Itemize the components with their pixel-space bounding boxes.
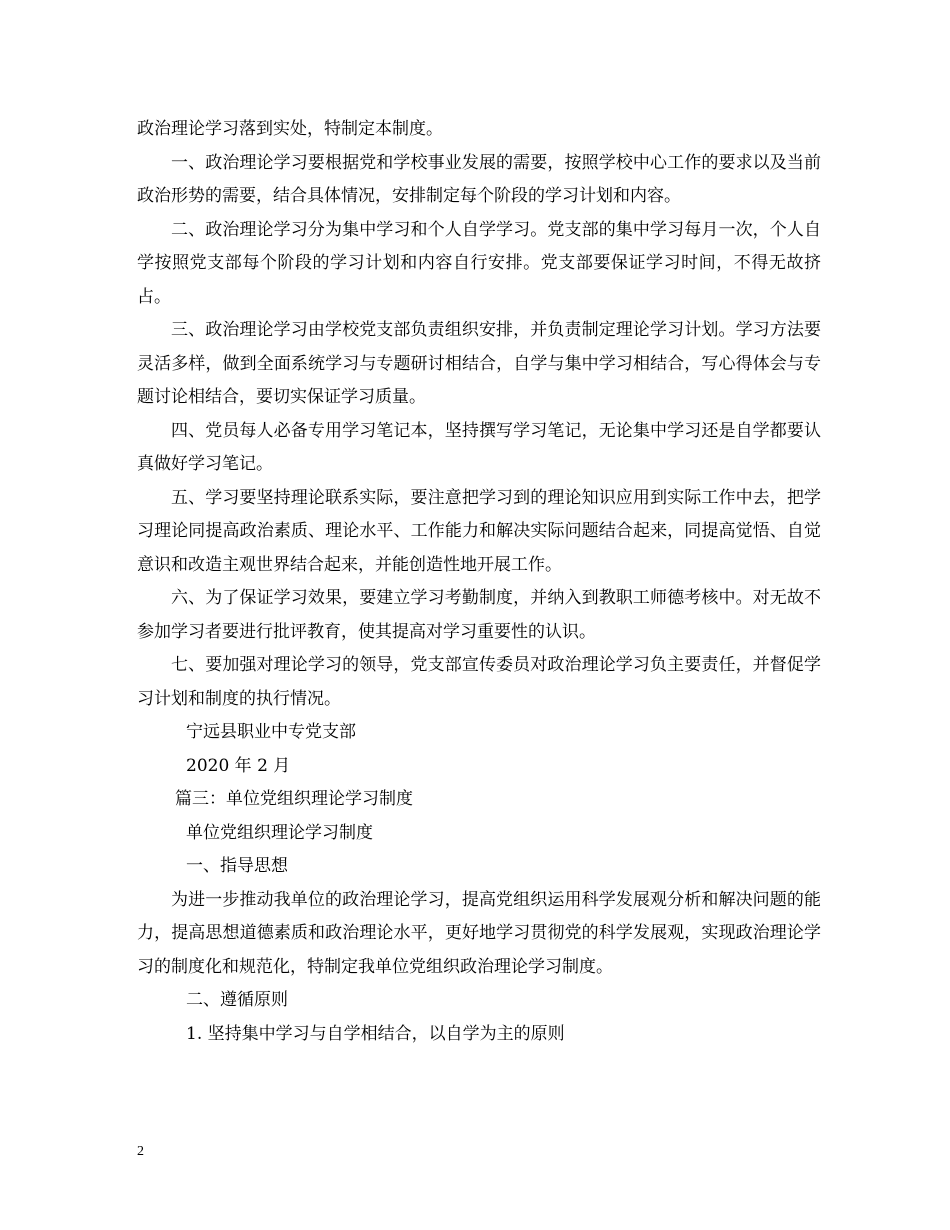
signature-organization: 宁远县职业中专党支部 bbox=[186, 722, 356, 742]
list-item-1: 1. 坚持集中学习与自学相结合，以自学为主的原则 bbox=[186, 1023, 565, 1044]
paragraph-13: 为进一步推动我单位的政治理论学习，提高党组织运用科学发展观分析和解决问题的能力，提高思想道德素质和政治理论水平，更好地学习贯彻党的科学发展观，实现政治理论学习的制度化和规范化，特制定我单位党组织政治理论学习制度。 bbox=[137, 889, 821, 977]
subheading-principles: 二、遵循原则 bbox=[186, 990, 288, 1010]
subheading-guiding-thought: 一、指导思想 bbox=[186, 856, 288, 876]
paragraph-4: 四、党员每人必备专用学习笔记本，坚持撰写学习笔记，无论集中学习还是自学都要认真做好学习笔记。 bbox=[137, 420, 821, 474]
paragraph-2: 二、政治理论学习分为集中学习和个人自学学习。党支部的集中学习每月一次，个人自学按照党支部每个阶段的学习计划和内容自行安排。党支部要保证学习时间，不得无故挤占。 bbox=[137, 219, 821, 307]
paragraph-6: 六、为了保证学习效果，要建立学习考勤制度，并纳入到教职工师德考核中。对无故不参加学习者要进行批评教育，使其提高对学习重要性的认识。 bbox=[137, 588, 821, 642]
paragraph-7: 七、要加强对理论学习的领导，党支部宣传委员对政治理论学习负主要责任，并督促学习计划和制度的执行情况。 bbox=[137, 655, 821, 709]
section-title: 单位党组织理论学习制度 bbox=[186, 822, 373, 843]
paragraph-1: 一、政治理论学习要根据党和学校事业发展的需要，按照学校中心工作的要求以及当前政治形势的需要，结合具体情况，安排制定每个阶段的学习计划和内容。 bbox=[137, 152, 821, 206]
document-body bbox=[137, 113, 821, 1051]
paragraph-5: 五、学习要坚持理论联系实际，要注意把学习到的理论知识应用到实际工作中去，把学习理论同提高政治素质、理论水平、工作能力和解决实际问题结合起来，同提高觉悟、自觉意识和改造主观世界结合起来，并能创造性地开展工作。 bbox=[137, 487, 821, 575]
signature-date: 2020 年 2 月 bbox=[186, 755, 291, 776]
paragraph-0: 政治理论学习落到实处，特制定本制度。 bbox=[137, 119, 443, 139]
page-number: 2 bbox=[137, 1144, 144, 1159]
section-heading: 篇三：单位党组织理论学习制度 bbox=[175, 789, 413, 809]
paragraph-3: 三、政治理论学习由学校党支部负责组织安排，并负责制定理论学习计划。学习方法要灵活多样，做到全面系统学习与专题研讨相结合，自学与集中学习相结合，写心得体会与专题讨论相结合，要切实保证学习质量。 bbox=[137, 320, 821, 407]
